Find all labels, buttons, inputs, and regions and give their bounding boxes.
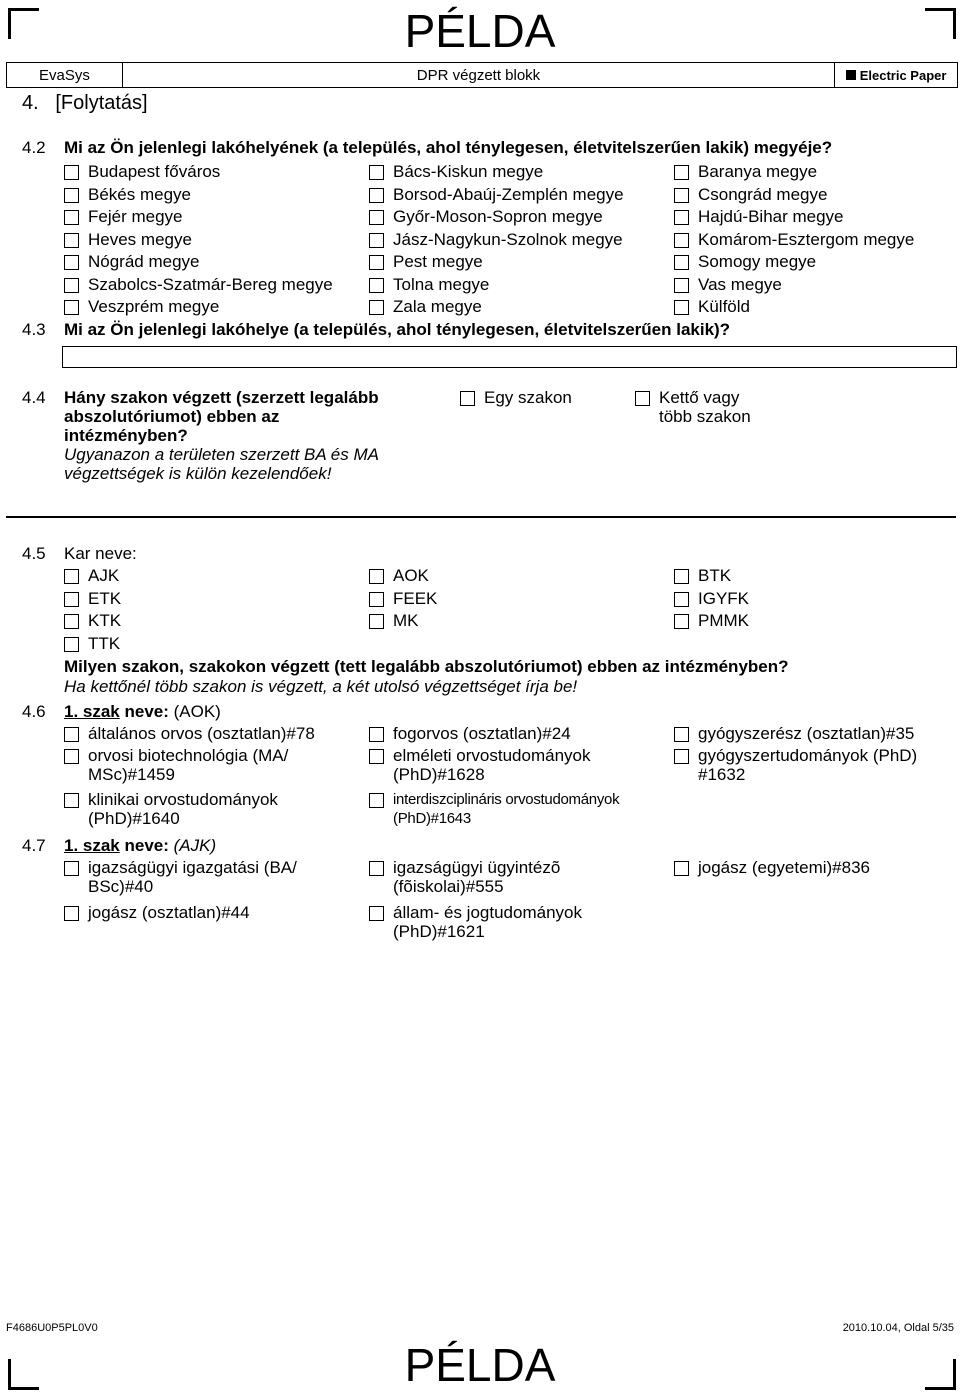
header-block-title: DPR végzett blokk — [123, 63, 835, 87]
county-option[interactable] — [369, 185, 624, 204]
checkbox[interactable] — [369, 861, 384, 876]
county-option[interactable] — [64, 207, 182, 226]
option-label: Bács-Kiskun megye — [393, 162, 544, 181]
option-label: Tolna megye — [393, 274, 490, 294]
major-option[interactable] — [369, 790, 619, 828]
question-text-line: intézményben? — [64, 426, 188, 445]
checkbox[interactable] — [369, 793, 384, 808]
checkbox[interactable] — [369, 188, 384, 203]
major-option[interactable] — [64, 790, 278, 828]
question-note-line: végzettségek is külön kezelendőek! — [64, 464, 332, 483]
followup-note: Ha kettőnél több szakon is végzett, a két utolsó végzettséget írja be! — [64, 677, 578, 696]
major-option[interactable] — [64, 903, 250, 922]
county-option[interactable] — [674, 275, 782, 294]
option-label: gyógyszertudományok (PhD) #1632 — [698, 746, 918, 784]
checkbox[interactable] — [64, 188, 79, 203]
page-header — [6, 62, 958, 88]
option-label: Borsod-Abaúj-Zemplén megye — [393, 184, 624, 204]
checkbox[interactable] — [674, 188, 689, 203]
county-option[interactable] — [64, 275, 333, 294]
option-label: klinikai orvostudományok (PhD)#1640 — [88, 790, 278, 828]
county-option[interactable] — [674, 207, 844, 226]
question-text: Mi az Ön jelenlegi lakóhelye (a település, ahol ténylegesen, életvitelszerűen lakik)? — [64, 320, 731, 339]
checkbox[interactable] — [369, 300, 384, 315]
option-label: elméleti orvostudományok (PhD)#1628 — [393, 746, 591, 784]
checkbox[interactable] — [64, 637, 79, 652]
option-label: Békés megye — [88, 184, 191, 204]
checkbox[interactable] — [674, 255, 689, 270]
option-label: Csongrád megye — [698, 184, 828, 204]
option-label: jogász (egyetemi)#836 — [698, 858, 870, 877]
question-number: 4.2 — [22, 138, 46, 157]
major-option[interactable] — [369, 858, 560, 896]
checkbox[interactable] — [64, 727, 79, 742]
option-label: igazságügyi igazgatási (BA/ BSc)#40 — [88, 858, 297, 896]
faculty-option[interactable] — [64, 634, 120, 653]
major-option[interactable] — [64, 858, 297, 896]
checkbox[interactable] — [369, 233, 384, 248]
option-label: Heves megye — [88, 229, 192, 249]
option-label: KTK — [88, 611, 122, 630]
major-option[interactable] — [64, 724, 315, 743]
option-label: Zala megye — [393, 297, 482, 316]
county-option[interactable] — [674, 185, 827, 204]
residence-text-field[interactable] — [62, 346, 957, 368]
checkbox[interactable] — [674, 165, 689, 180]
faculty-option[interactable] — [64, 611, 121, 630]
option-label: Külföld — [698, 297, 750, 316]
header-logo — [835, 63, 957, 87]
question-text: Mi az Ön jelenlegi lakóhelyének (a település, ahol ténylegesen, életvitelszerűen lakik) megyéje? — [64, 138, 833, 157]
checkbox[interactable] — [64, 300, 79, 315]
faculty-option[interactable] — [369, 611, 419, 630]
faculty-option[interactable] — [369, 589, 437, 608]
question-number: 4.4 — [22, 388, 46, 407]
header-app-name: EvaSys — [7, 63, 123, 87]
section-title — [22, 92, 148, 115]
question-text-line: abszolutóriumot) ebben az — [64, 407, 280, 426]
faculty-code: (AOK) — [173, 702, 221, 721]
checkbox[interactable] — [369, 278, 384, 293]
checkbox[interactable] — [674, 210, 689, 225]
major-index: 1. szak — [64, 836, 120, 855]
major-label: neve: — [119, 702, 174, 721]
checkbox[interactable] — [635, 391, 650, 406]
logo-icon — [846, 70, 856, 80]
county-option[interactable] — [369, 297, 482, 316]
logo-text: Electric Paper — [859, 67, 947, 83]
county-option[interactable] — [369, 275, 489, 294]
option-label: interdiszciplináris orvostudományok (PhD)#1643 — [393, 791, 620, 827]
section-label: [Folytatás] — [55, 92, 148, 114]
question-number: 4.3 — [22, 320, 46, 339]
county-option[interactable] — [369, 207, 603, 226]
option-one-major[interactable] — [460, 388, 572, 407]
checkbox[interactable] — [369, 906, 384, 921]
checkbox[interactable] — [674, 569, 689, 584]
option-label: orvosi biotechnológia (MA/ MSc)#1459 — [88, 746, 289, 784]
divider — [6, 516, 956, 518]
checkbox[interactable] — [64, 233, 79, 248]
checkbox[interactable] — [674, 861, 689, 876]
option-label: AOK — [393, 566, 429, 585]
checkbox[interactable] — [64, 165, 79, 180]
option-label: Komárom-Esztergom megye — [698, 229, 915, 249]
county-option[interactable] — [369, 252, 483, 271]
faculty-option[interactable] — [369, 566, 429, 585]
watermark-bottom: PÉLDA — [404, 1339, 556, 1391]
county-option[interactable] — [674, 230, 914, 249]
option-label: AJK — [88, 566, 120, 585]
county-option[interactable] — [674, 162, 817, 181]
option-label: gyógyszerész (osztatlan)#35 — [698, 724, 915, 743]
followup-question: Milyen szakon, szakokon végzett (tett legalább abszolutóriumot) ebben az intézményben? — [64, 657, 789, 676]
major-option[interactable] — [674, 858, 870, 877]
checkbox[interactable] — [674, 278, 689, 293]
option-label: MK — [393, 611, 419, 630]
checkbox[interactable] — [64, 278, 79, 293]
option-label: IGYFK — [698, 588, 750, 608]
option-label: általános orvos (osztatlan)#78 — [88, 724, 315, 743]
option-label: igazságügyi ügyintézõ (fõiskolai)#555 — [393, 858, 561, 896]
option-label: Nógrád megye — [88, 252, 200, 271]
checkbox[interactable] — [64, 614, 79, 629]
section-number: 4. — [22, 92, 39, 114]
faculty-option[interactable] — [64, 566, 119, 585]
checkbox[interactable] — [674, 233, 689, 248]
option-label: Hajdú-Bihar megye — [698, 207, 844, 226]
question-number: 4.7 — [22, 836, 46, 855]
county-option[interactable] — [369, 162, 543, 181]
option-label: Győr-Moson-Sopron megye — [393, 207, 603, 226]
option-label: Vas megye — [698, 274, 782, 294]
option-label: Egy szakon — [484, 388, 572, 407]
checkbox[interactable] — [369, 165, 384, 180]
checkbox[interactable] — [674, 614, 689, 629]
option-label: BTK — [698, 566, 732, 585]
question-text: Kar neve: — [64, 544, 137, 563]
checkbox[interactable] — [369, 592, 384, 607]
checkbox[interactable] — [369, 210, 384, 225]
faculty-option[interactable] — [674, 611, 749, 630]
county-option[interactable] — [64, 162, 220, 181]
option-label: TTK — [88, 633, 121, 653]
faculty-option[interactable] — [674, 589, 749, 608]
checkbox[interactable] — [64, 210, 79, 225]
question-note-line: Ugyanazon a területen szerzett BA és MA — [64, 445, 379, 464]
option-label: FEEK — [393, 588, 438, 608]
checkbox[interactable] — [369, 569, 384, 584]
checkbox[interactable] — [64, 906, 79, 921]
county-option[interactable] — [64, 252, 200, 271]
checkbox[interactable] — [460, 391, 475, 406]
option-label: ETK — [88, 588, 122, 608]
major-index: 1. szak — [64, 702, 120, 721]
option-label: Pest megye — [393, 252, 483, 271]
checkbox[interactable] — [64, 255, 79, 270]
checkbox[interactable] — [64, 861, 79, 876]
checkbox[interactable] — [674, 300, 689, 315]
option-label: Veszprém megye — [88, 297, 220, 316]
option-label: Szabolcs-Szatmár-Bereg megye — [88, 274, 333, 294]
option-label: állam- és jogtudományok (PhD)#1621 — [393, 903, 582, 941]
county-option[interactable] — [64, 297, 219, 316]
county-option[interactable] — [674, 252, 816, 271]
option-label: Kettő vagy — [659, 388, 740, 407]
major-option[interactable] — [674, 746, 917, 784]
option-two-or-more-majors[interactable] — [635, 388, 751, 426]
option-label: fogorvos (osztatlan)#24 — [393, 724, 571, 743]
major-option[interactable] — [369, 746, 590, 784]
county-option[interactable] — [64, 185, 191, 204]
checkbox[interactable] — [64, 793, 79, 808]
county-option[interactable] — [64, 230, 192, 249]
major-option[interactable] — [369, 724, 571, 743]
faculty-code: (AJK) — [173, 836, 217, 855]
major-label: neve: — [119, 836, 174, 855]
option-label: jogász (osztatlan)#44 — [88, 903, 250, 922]
checkbox[interactable] — [674, 749, 689, 764]
option-label: Somogy megye — [698, 252, 817, 271]
major-option[interactable] — [64, 746, 288, 784]
county-option[interactable] — [369, 230, 623, 249]
option-label: PMMK — [698, 611, 749, 630]
major-option[interactable] — [369, 903, 582, 941]
option-label: Baranya megye — [698, 162, 818, 181]
date-page: 2010.10.04, Oldal 5/35 — [842, 1322, 954, 1334]
question-number: 4.6 — [22, 702, 46, 721]
form-id: F4686U0P5PL0V0 — [6, 1322, 98, 1334]
watermark-top: PÉLDA — [404, 5, 556, 57]
checkbox[interactable] — [369, 749, 384, 764]
checkbox[interactable] — [64, 592, 79, 607]
question-number: 4.5 — [22, 544, 46, 563]
checkbox[interactable] — [369, 614, 384, 629]
option-label: Fejér megye — [88, 207, 183, 226]
faculty-option[interactable] — [64, 589, 121, 608]
county-option[interactable] — [674, 297, 750, 316]
checkbox[interactable] — [674, 727, 689, 742]
question-text-line: Hány szakon végzett (szerzett legalább — [64, 388, 379, 407]
checkbox[interactable] — [674, 592, 689, 607]
checkbox[interactable] — [64, 569, 79, 584]
checkbox[interactable] — [369, 255, 384, 270]
option-label: Budapest főváros — [88, 162, 221, 181]
faculty-option[interactable] — [674, 566, 731, 585]
checkbox[interactable] — [64, 749, 79, 764]
option-label: Jász-Nagykun-Szolnok megye — [393, 229, 623, 249]
major-option[interactable] — [674, 724, 914, 743]
option-label: több szakon — [659, 407, 751, 426]
checkbox[interactable] — [369, 727, 384, 742]
